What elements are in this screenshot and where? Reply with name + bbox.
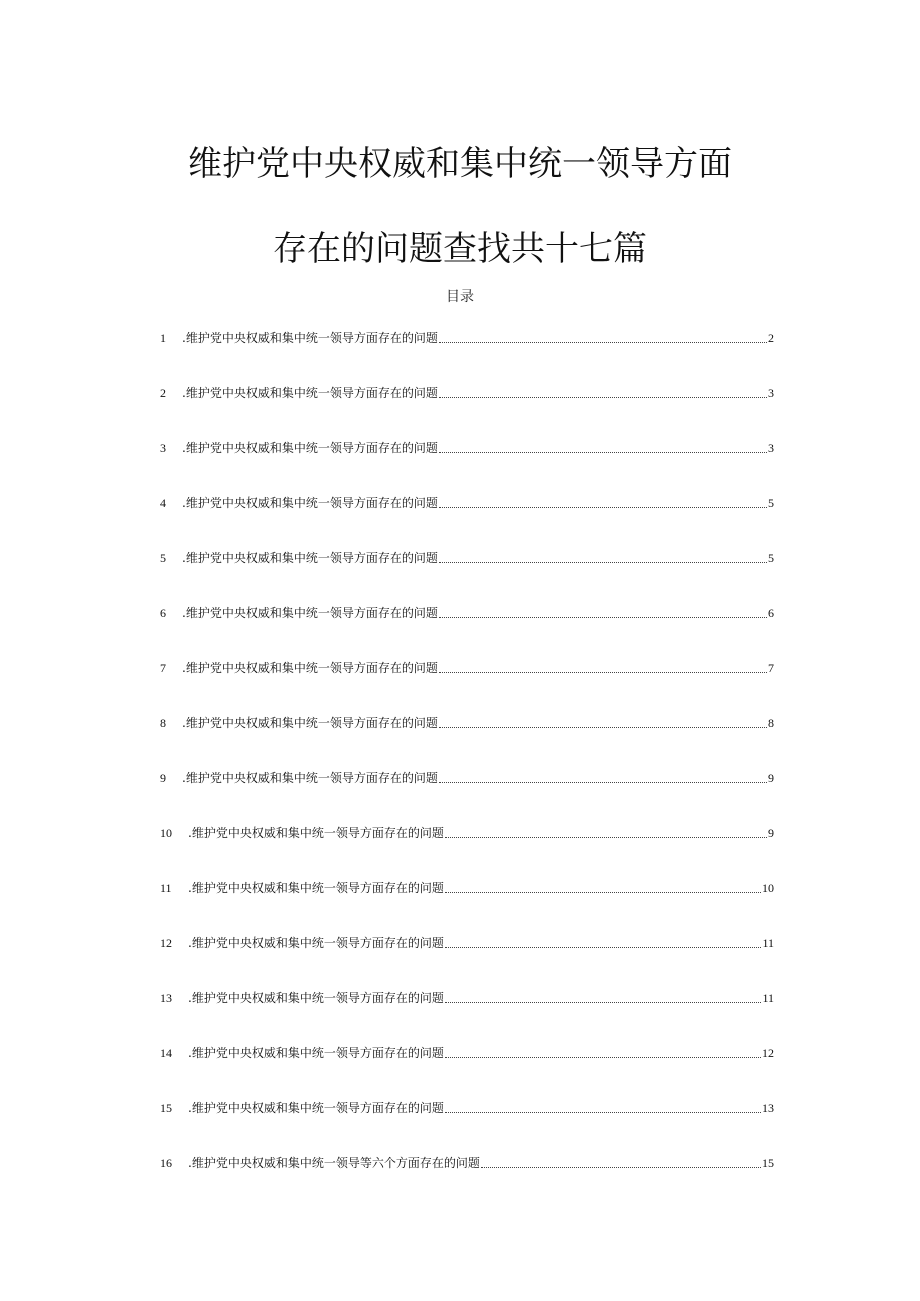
title-line-1: 维护党中央权威和集中统一领导方面 — [188, 144, 732, 184]
toc-dot-leader — [439, 727, 767, 728]
toc-entry-page-number: 13 — [762, 1101, 774, 1115]
toc-entry-page-number: 9 — [768, 771, 774, 785]
toc-entry-title: .维护党中央权威和集中统一领导方面存在的问题 — [182, 551, 438, 565]
toc-entry-page-number: 5 — [768, 551, 774, 565]
toc-entry[interactable] — [160, 1041, 774, 1061]
toc-entry-number: 6 — [160, 606, 166, 620]
toc-entry[interactable] — [160, 381, 774, 401]
toc-entry-number: 12 — [160, 936, 172, 950]
toc-entry-number: 5 — [160, 551, 166, 565]
toc-dot-leader — [439, 782, 767, 783]
toc-entry-title: .维护党中央权威和集中统一领导方面存在的问题 — [182, 661, 438, 675]
toc-entry-number: 10 — [160, 826, 172, 840]
toc-entry-title: .维护党中央权威和集中统一领导方面存在的问题 — [188, 1046, 444, 1060]
toc-entry[interactable] — [160, 876, 774, 896]
toc-entry-number: 9 — [160, 771, 166, 785]
toc-entry[interactable] — [160, 821, 774, 841]
toc-entry[interactable] — [160, 986, 774, 1006]
toc-entry-page-number: 7 — [768, 661, 774, 675]
toc-entry-title: .维护党中央权威和集中统一领导等六个方面存在的问题 — [188, 1156, 480, 1170]
toc-entry-number: 2 — [160, 386, 166, 400]
toc-entry[interactable] — [160, 1151, 774, 1171]
toc-entry-page-number: 9 — [768, 826, 774, 840]
toc-dot-leader — [439, 342, 767, 343]
toc-dot-leader — [481, 1167, 761, 1168]
toc-dot-leader — [439, 617, 767, 618]
toc-heading: 目录 — [446, 289, 474, 305]
toc-entry-page-number: 3 — [768, 386, 774, 400]
toc-entry[interactable] — [160, 491, 774, 511]
toc-dot-leader — [439, 397, 767, 398]
toc-entry-number: 11 — [160, 881, 172, 895]
toc-entry-title: .维护党中央权威和集中统一领导方面存在的问题 — [188, 881, 444, 895]
toc-dot-leader — [439, 672, 767, 673]
toc-dot-leader — [445, 1002, 762, 1003]
toc-entry-number: 15 — [160, 1101, 172, 1115]
toc-entry-title: .维护党中央权威和集中统一领导方面存在的问题 — [188, 936, 444, 950]
toc-entry[interactable] — [160, 766, 774, 786]
toc-entry-title: .维护党中央权威和集中统一领导方面存在的问题 — [182, 716, 438, 730]
toc-entry[interactable] — [160, 436, 774, 456]
toc-entry-title: .维护党中央权威和集中统一领导方面存在的问题 — [182, 331, 438, 345]
toc-entry-title: .维护党中央权威和集中统一领导方面存在的问题 — [188, 826, 444, 840]
toc-entry-page-number: 2 — [768, 331, 774, 345]
toc-entry-title: .维护党中央权威和集中统一领导方面存在的问题 — [182, 386, 438, 400]
toc-dot-leader — [445, 947, 762, 948]
toc-entry[interactable] — [160, 546, 774, 566]
title-line-2: 存在的问题查找共十七篇 — [273, 229, 647, 269]
toc-entry-number: 7 — [160, 661, 166, 675]
toc-entry-page-number: 12 — [762, 1046, 774, 1060]
toc-entry-number: 3 — [160, 441, 166, 455]
toc-entry-title: .维护党中央权威和集中统一领导方面存在的问题 — [182, 441, 438, 455]
toc-entry-number: 8 — [160, 716, 166, 730]
toc-entry-page-number: 11 — [762, 991, 774, 1005]
toc-dot-leader — [445, 1112, 761, 1113]
toc-entry-page-number: 11 — [762, 936, 774, 950]
toc-entry-title: .维护党中央权威和集中统一领导方面存在的问题 — [182, 771, 438, 785]
toc-dot-leader — [445, 892, 761, 893]
toc-entry[interactable] — [160, 601, 774, 621]
toc-entry[interactable] — [160, 326, 774, 346]
toc-entry-number: 1 — [160, 331, 166, 345]
toc-entry-number: 13 — [160, 991, 172, 1005]
toc-entry-number: 4 — [160, 496, 166, 510]
toc-entry-title: .维护党中央权威和集中统一领导方面存在的问题 — [188, 991, 444, 1005]
toc-entry-title: .维护党中央权威和集中统一领导方面存在的问题 — [182, 606, 438, 620]
toc-entry[interactable] — [160, 711, 774, 731]
toc-entry-page-number: 6 — [768, 606, 774, 620]
toc-dot-leader — [445, 1057, 761, 1058]
toc-entry-page-number: 8 — [768, 716, 774, 730]
toc-dot-leader — [439, 507, 767, 508]
toc-entry-number: 14 — [160, 1046, 172, 1060]
toc-entry-page-number: 15 — [762, 1156, 774, 1170]
toc-dot-leader — [445, 837, 767, 838]
toc-entry-title: .维护党中央权威和集中统一领导方面存在的问题 — [182, 496, 438, 510]
toc-entry-page-number: 10 — [762, 881, 774, 895]
toc-entry[interactable] — [160, 1096, 774, 1116]
toc-entry-title: .维护党中央权威和集中统一领导方面存在的问题 — [188, 1101, 444, 1115]
toc-entry-number: 16 — [160, 1156, 172, 1170]
toc-dot-leader — [439, 562, 767, 563]
toc-dot-leader — [439, 452, 767, 453]
toc-entry-page-number: 5 — [768, 496, 774, 510]
toc-entry-page-number: 3 — [768, 441, 774, 455]
toc-entry[interactable] — [160, 656, 774, 676]
toc-entry[interactable] — [160, 931, 774, 951]
